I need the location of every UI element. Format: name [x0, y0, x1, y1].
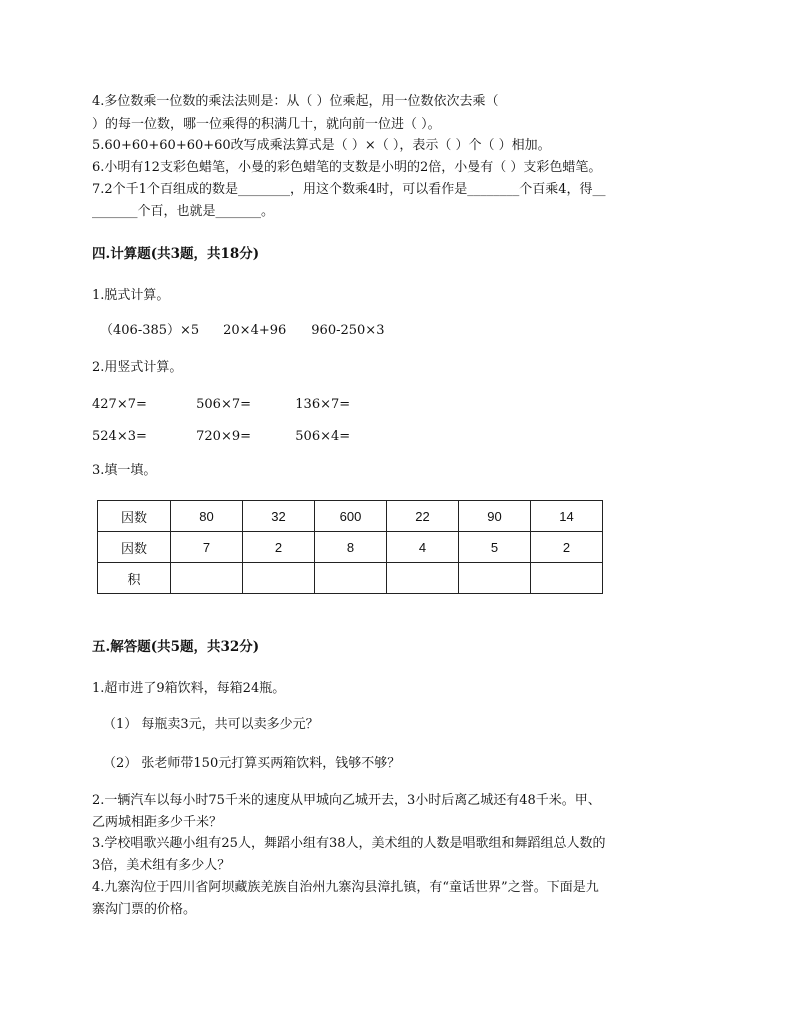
- table-answer-cell[interactable]: [315, 563, 387, 594]
- table-row-factor-1: [98, 501, 603, 532]
- solve-q4-line2: 寨沟门票的价格。: [92, 902, 197, 917]
- table-cell: 14: [531, 501, 603, 532]
- table-head-product: 积: [98, 563, 171, 594]
- solve-q3-line2: 3倍，美术组有多少人？: [92, 858, 231, 873]
- calc-q1-expr-1: （406-385）×5: [100, 323, 200, 338]
- table-cell: 4: [387, 532, 459, 563]
- calc-q2-r2-item-2: 720×9=: [196, 429, 252, 444]
- q4-text-line1: 4.多位数乘一位数的乘法法则是：从（ ）位乘起，用一位数依次去乘（: [92, 94, 499, 109]
- q6-text: 6.小明有12支彩色蜡笔，小曼的彩色蜡笔的支数是小明的2倍，小曼有（ ）支彩色蜡笔。: [92, 160, 602, 175]
- table-cell: 7: [171, 532, 243, 563]
- table-answer-cell[interactable]: [243, 563, 315, 594]
- q5-text: 5.60+60+60+60+60改写成乘法算式是（ ）×（ ），表示（ ）个（ ）相加。: [92, 138, 551, 153]
- calc-q2-r1-item-3: 136×7=: [295, 397, 351, 412]
- solve-q1-text: 1.超市进了9箱饮料，每箱24瓶。: [92, 681, 286, 696]
- calc-q1-label: 1.脱式计算。: [92, 288, 170, 303]
- calc-q1-expressions: [100, 322, 384, 340]
- q7-text-line1: 7.2个千1个百组成的数是________，用这个数乘4时，可以看作是________个百乘4，得__: [92, 182, 606, 197]
- table-cell: 80: [171, 501, 243, 532]
- calc-q2-r1-item-2: 506×7=: [196, 397, 252, 412]
- calc-q2-row2: [92, 428, 350, 446]
- solve-q1-sub1: （1） 每瓶卖3元，共可以卖多少元？: [103, 717, 319, 732]
- solve-q4-line1: 4.九寨沟位于四川省阿坝藏族羌族自治州九寨沟县漳扎镇，有“童话世界”之誉。下面是九: [92, 880, 599, 895]
- table-answer-cell[interactable]: [531, 563, 603, 594]
- table-answer-cell[interactable]: [171, 563, 243, 594]
- table-cell: 2: [531, 532, 603, 563]
- calc-q2-row1: [92, 396, 350, 414]
- table-cell: 5: [459, 532, 531, 563]
- table-answer-cell[interactable]: [387, 563, 459, 594]
- calc-q1-expr-2: 20×4+96: [223, 323, 287, 338]
- q7-text-line2: _______个百，也就是_______。: [92, 204, 275, 219]
- table-answer-cell[interactable]: [459, 563, 531, 594]
- calc-q2-r2-item-3: 506×4=: [295, 429, 351, 444]
- table-cell: 2: [243, 532, 315, 563]
- table-cell: 600: [315, 501, 387, 532]
- factor-product-table: [97, 500, 603, 594]
- table-row-product: [98, 563, 603, 594]
- table-cell: 90: [459, 501, 531, 532]
- section4-title: 四.计算题(共3题，共18分): [92, 246, 260, 262]
- solve-q2-line1: 2.一辆汽车以每小时75千米的速度从甲城向乙城开去，3小时后离乙城还有48千米。甲、: [92, 793, 601, 808]
- solve-q3-line1: 3.学校唱歌兴趣小组有25人，舞蹈小组有38人，美术组的人数是唱歌组和舞蹈组总人数的: [92, 836, 606, 851]
- section5-title: 五.解答题(共5题，共32分): [92, 639, 260, 655]
- calc-q2-r1-item-1: 427×7=: [92, 397, 147, 412]
- table-head-factor-2: 因数: [98, 532, 171, 563]
- table-cell: 8: [315, 532, 387, 563]
- q4-text-line2: ）的每一位数，哪一位乘得的积满几十，就向前一位进（ ）。: [92, 117, 441, 132]
- table-head-factor-1: 因数: [98, 501, 171, 532]
- calc-q1-expr-3: 960-250×3: [311, 323, 385, 338]
- table-cell: 22: [387, 501, 459, 532]
- calc-q2-label: 2.用竖式计算。: [92, 360, 183, 375]
- table-cell: 32: [243, 501, 315, 532]
- calc-q2-r2-item-1: 524×3=: [92, 429, 147, 444]
- table-row-factor-2: [98, 532, 603, 563]
- solve-q1-sub2: （2） 张老师带150元打算买两箱饮料，钱够不够？: [103, 756, 401, 771]
- solve-q2-line2: 乙两城相距多少千米？: [92, 815, 223, 830]
- calc-q3-label: 3.填一填。: [92, 463, 157, 478]
